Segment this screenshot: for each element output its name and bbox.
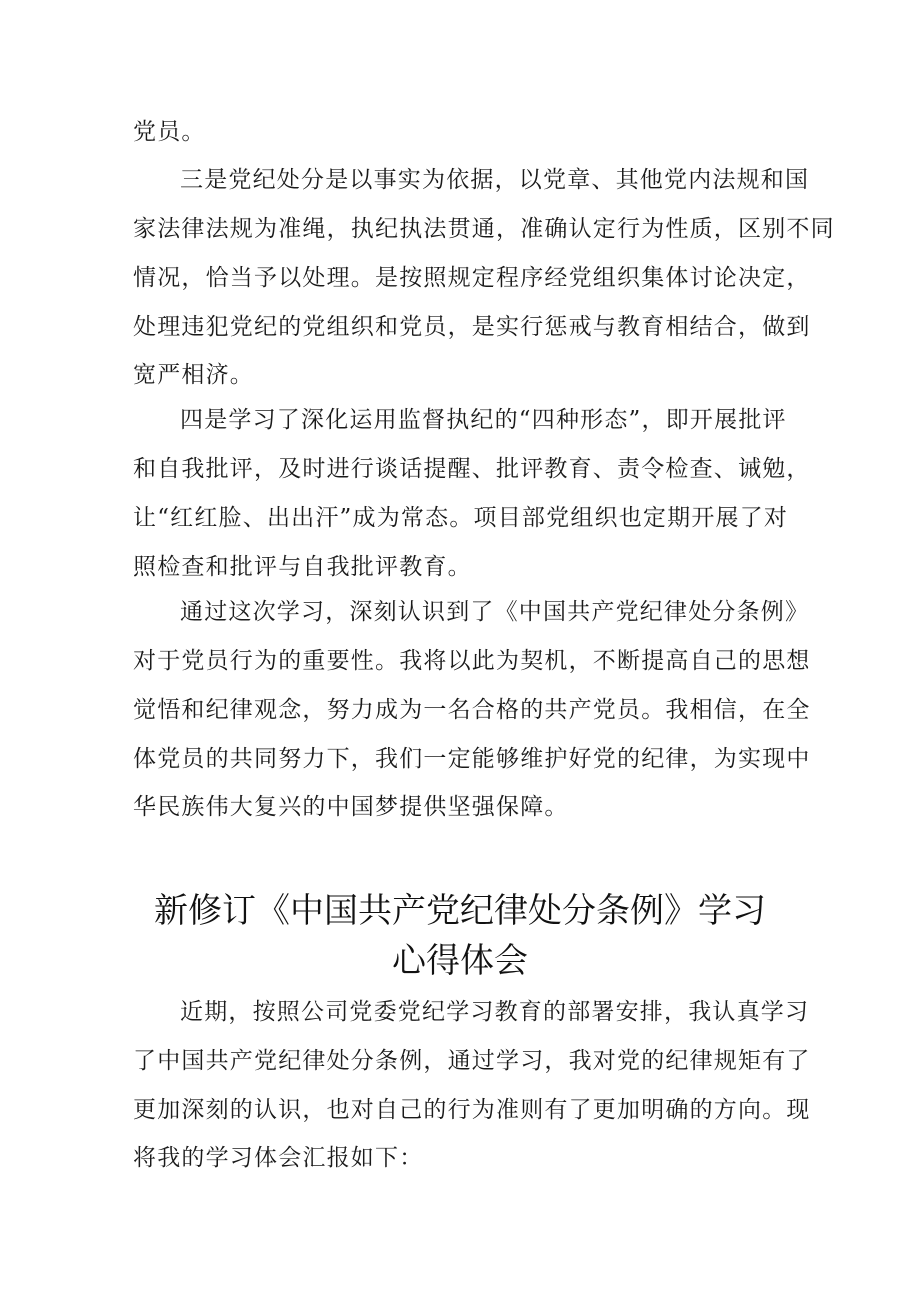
paragraph-line: 通过这次学习，深刻认识到了《中国共产党纪律处分条例》 — [180, 599, 810, 625]
paragraph-line: 党员。 — [133, 119, 206, 145]
paragraph-line: 处理违犯党纪的党组织和党员，是实行惩戒与教育相结合，做到 — [133, 314, 811, 340]
paragraph-line: 近期，按照公司党委党纪学习教育的部署安排，我认真学习 — [180, 999, 810, 1025]
paragraph-line: 觉悟和纪律观念，努力成为一名合格的共产党员。我相信，在全 — [133, 697, 811, 723]
section-title: 新修订《中国共产党纪律处分条例》学习 — [154, 891, 766, 931]
paragraph-line: 体党员的共同努力下，我们一定能够维护好党的纪律，为实现中 — [133, 746, 811, 772]
paragraph-line: 宽严相济。 — [133, 362, 254, 388]
paragraph-line: 照检查和批评与自我批评教育。 — [133, 554, 472, 580]
paragraph-line: 让“红红脸、出出汗”成为常态。项目部党组织也定期开展了对 — [133, 505, 789, 531]
paragraph-line: 家法律法规为准绳，执纪执法贯通，准确认定行为性质，区别不同 — [133, 216, 835, 242]
paragraph-line: 更加深刻的认识，也对自己的行为准则有了更加明确的方向。现 — [133, 1097, 811, 1123]
paragraph-line: 华民族伟大复兴的中国梦提供坚强保障。 — [133, 794, 569, 820]
paragraph-line: 和自我批评，及时进行谈话提醒、批评教育、责令检查、诫勉， — [133, 456, 811, 482]
paragraph-line: 对于党员行为的重要性。我将以此为契机，不断提高自己的思想 — [133, 648, 811, 674]
paragraph-line: 三是党纪处分是以事实为依据，以党章、其他党内法规和国 — [180, 167, 810, 193]
paragraph-line: 了中国共产党纪律处分条例，通过学习，我对党的纪律规矩有了 — [133, 1048, 811, 1074]
paragraph-line: 四是学习了深化运用监督执纪的“四种形态”，即开展批评 — [180, 407, 787, 433]
paragraph-line: 情况，恰当予以处理。是按照规定程序经党组织集体讨论决定， — [133, 265, 811, 291]
paragraph-line: 将我的学习体会汇报如下： — [133, 1145, 424, 1171]
section-title: 心得体会 — [392, 941, 528, 981]
